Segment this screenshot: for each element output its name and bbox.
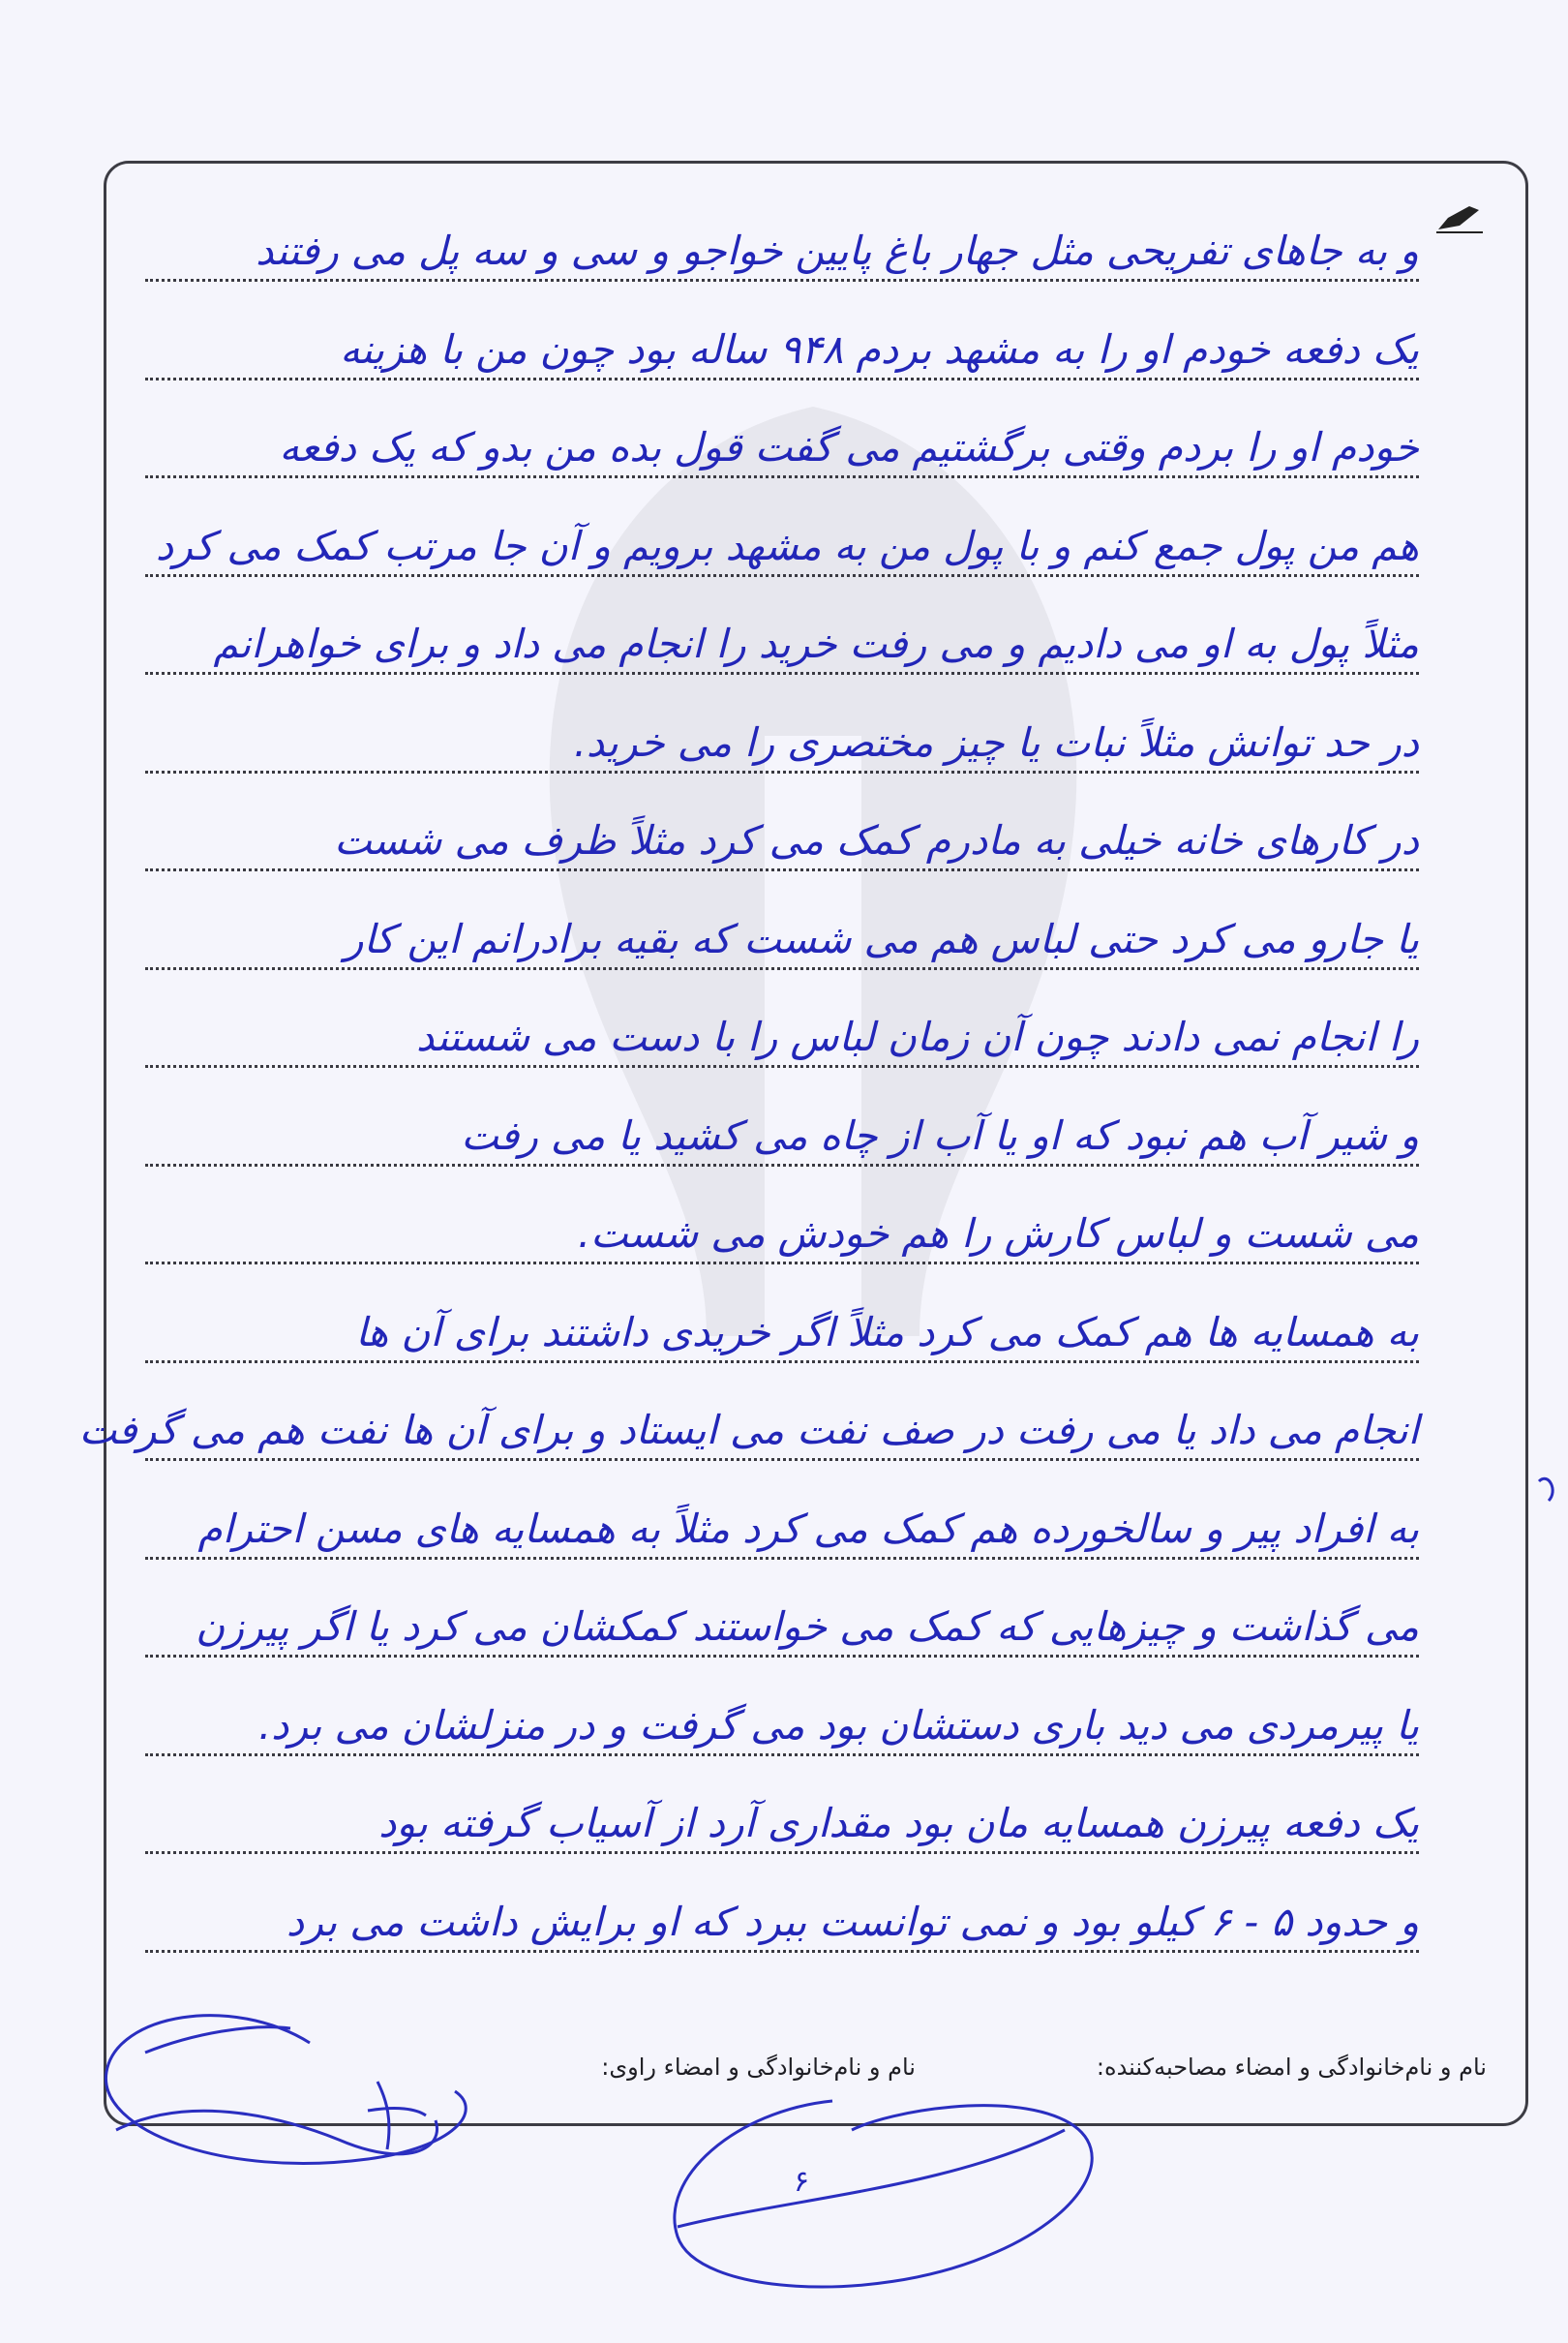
- handwritten-line: هم من پول جمع کنم و با پول من به مشهد برویم و آن جا مرتب کمک می کرد: [155, 523, 1419, 569]
- line-row: [145, 1553, 1419, 1658]
- handwritten-lines: [78, 164, 1419, 2129]
- signature-footer: [145, 2054, 1487, 2102]
- line-row: [145, 374, 1419, 478]
- handwritten-line: یا جارو می کرد حتی لباس هم می شست که بقیه برادرانم این کار: [344, 916, 1419, 962]
- line-row: [145, 1750, 1419, 1854]
- handwritten-line: یک دفعه خودم او را به مشهد بردم ۹۴۸ ساله بود چون من با هزینه: [340, 326, 1419, 373]
- line-row: [145, 570, 1419, 675]
- handwritten-line: و به جاهای تفریحی مثل جهار باغ پایین خواجو و سی و سه پل می رفتند: [256, 228, 1419, 274]
- line-row: [78, 1356, 1419, 1461]
- handwritten-line: در کارهای خانه خیلی به مادرم کمک می کرد مثلاً ظرف می شست: [334, 817, 1419, 864]
- line-row: [145, 276, 1419, 380]
- handwritten-line: را انجام نمی دادند چون آن زمان لباس را با دست می شستند: [415, 1014, 1419, 1060]
- line-row: [145, 1062, 1419, 1167]
- line-row: [145, 669, 1419, 774]
- interviewer-signature-label: نام و نام‌خانوادگی و امضاء مصاحبه‌کننده:: [1096, 2054, 1487, 2081]
- pen-writing-icon: [1434, 200, 1485, 235]
- handwritten-line: انجام می داد یا می رفت در صف نفت می ایستاد و برای آن ها نفت هم می گرفت: [78, 1407, 1419, 1453]
- handwritten-line: یا پیرمردی می دید باری دستشان بود می گرفت و در منزلشان می برد.: [258, 1702, 1419, 1749]
- line-row: [145, 767, 1419, 871]
- handwritten-line: و حدود ۵ - ۶ کیلو بود و نمی توانست ببرد که او برایش داشت می برد: [286, 1899, 1419, 1945]
- narrator-signature-label: نام و نام‌خانوادگی و امضاء راوی:: [601, 2054, 916, 2081]
- margin-mark-icon: [1539, 1478, 1553, 1501]
- handwritten-line: یک دفعه پیرزن همسایه مان بود مقداری آرد از آسیاب گرفته بود: [378, 1800, 1419, 1846]
- handwritten-line: می گذاشت و چیزهایی که کمک می خواستند کمکشان می کرد یا اگر پیرزن: [196, 1603, 1419, 1650]
- line-row: [145, 866, 1419, 970]
- page-number: ۶: [794, 2165, 810, 2199]
- line-row: [145, 963, 1419, 1068]
- line-row: [145, 1848, 1419, 1953]
- line-row: [145, 472, 1419, 577]
- line-row: [145, 177, 1419, 282]
- handwritten-line: خودم او را بردم وقتی برگشتیم می گفت قول بده من بدو که یک دفعه: [279, 424, 1419, 471]
- handwritten-line: و شیر آب هم نبود که او یا آب از چاه می کشید یا می رفت: [461, 1112, 1419, 1159]
- handwritten-line: مثلاً پول به او می دادیم و می رفت خرید را انجام می داد و برای خواهرانم: [213, 621, 1419, 667]
- handwritten-line: می شست و لباس کارش را هم خودش می شست.: [578, 1210, 1419, 1257]
- page-frame: [78, 161, 1528, 2126]
- line-row: [145, 1455, 1419, 1560]
- handwritten-line: به افراد پیر و سالخورده هم کمک می کرد مثلاً به همسایه های مسن احترام: [197, 1506, 1419, 1552]
- line-row: [145, 1160, 1419, 1264]
- line-row: [145, 1259, 1419, 1363]
- handwritten-line: در حد توانش مثلاً نبات یا چیز مختصری را می خرید.: [573, 719, 1419, 766]
- handwritten-line: به همسایه ها هم کمک می کرد مثلاً اگر خریدی داشتند برای آن ها: [355, 1309, 1419, 1355]
- line-row: [145, 1652, 1419, 1756]
